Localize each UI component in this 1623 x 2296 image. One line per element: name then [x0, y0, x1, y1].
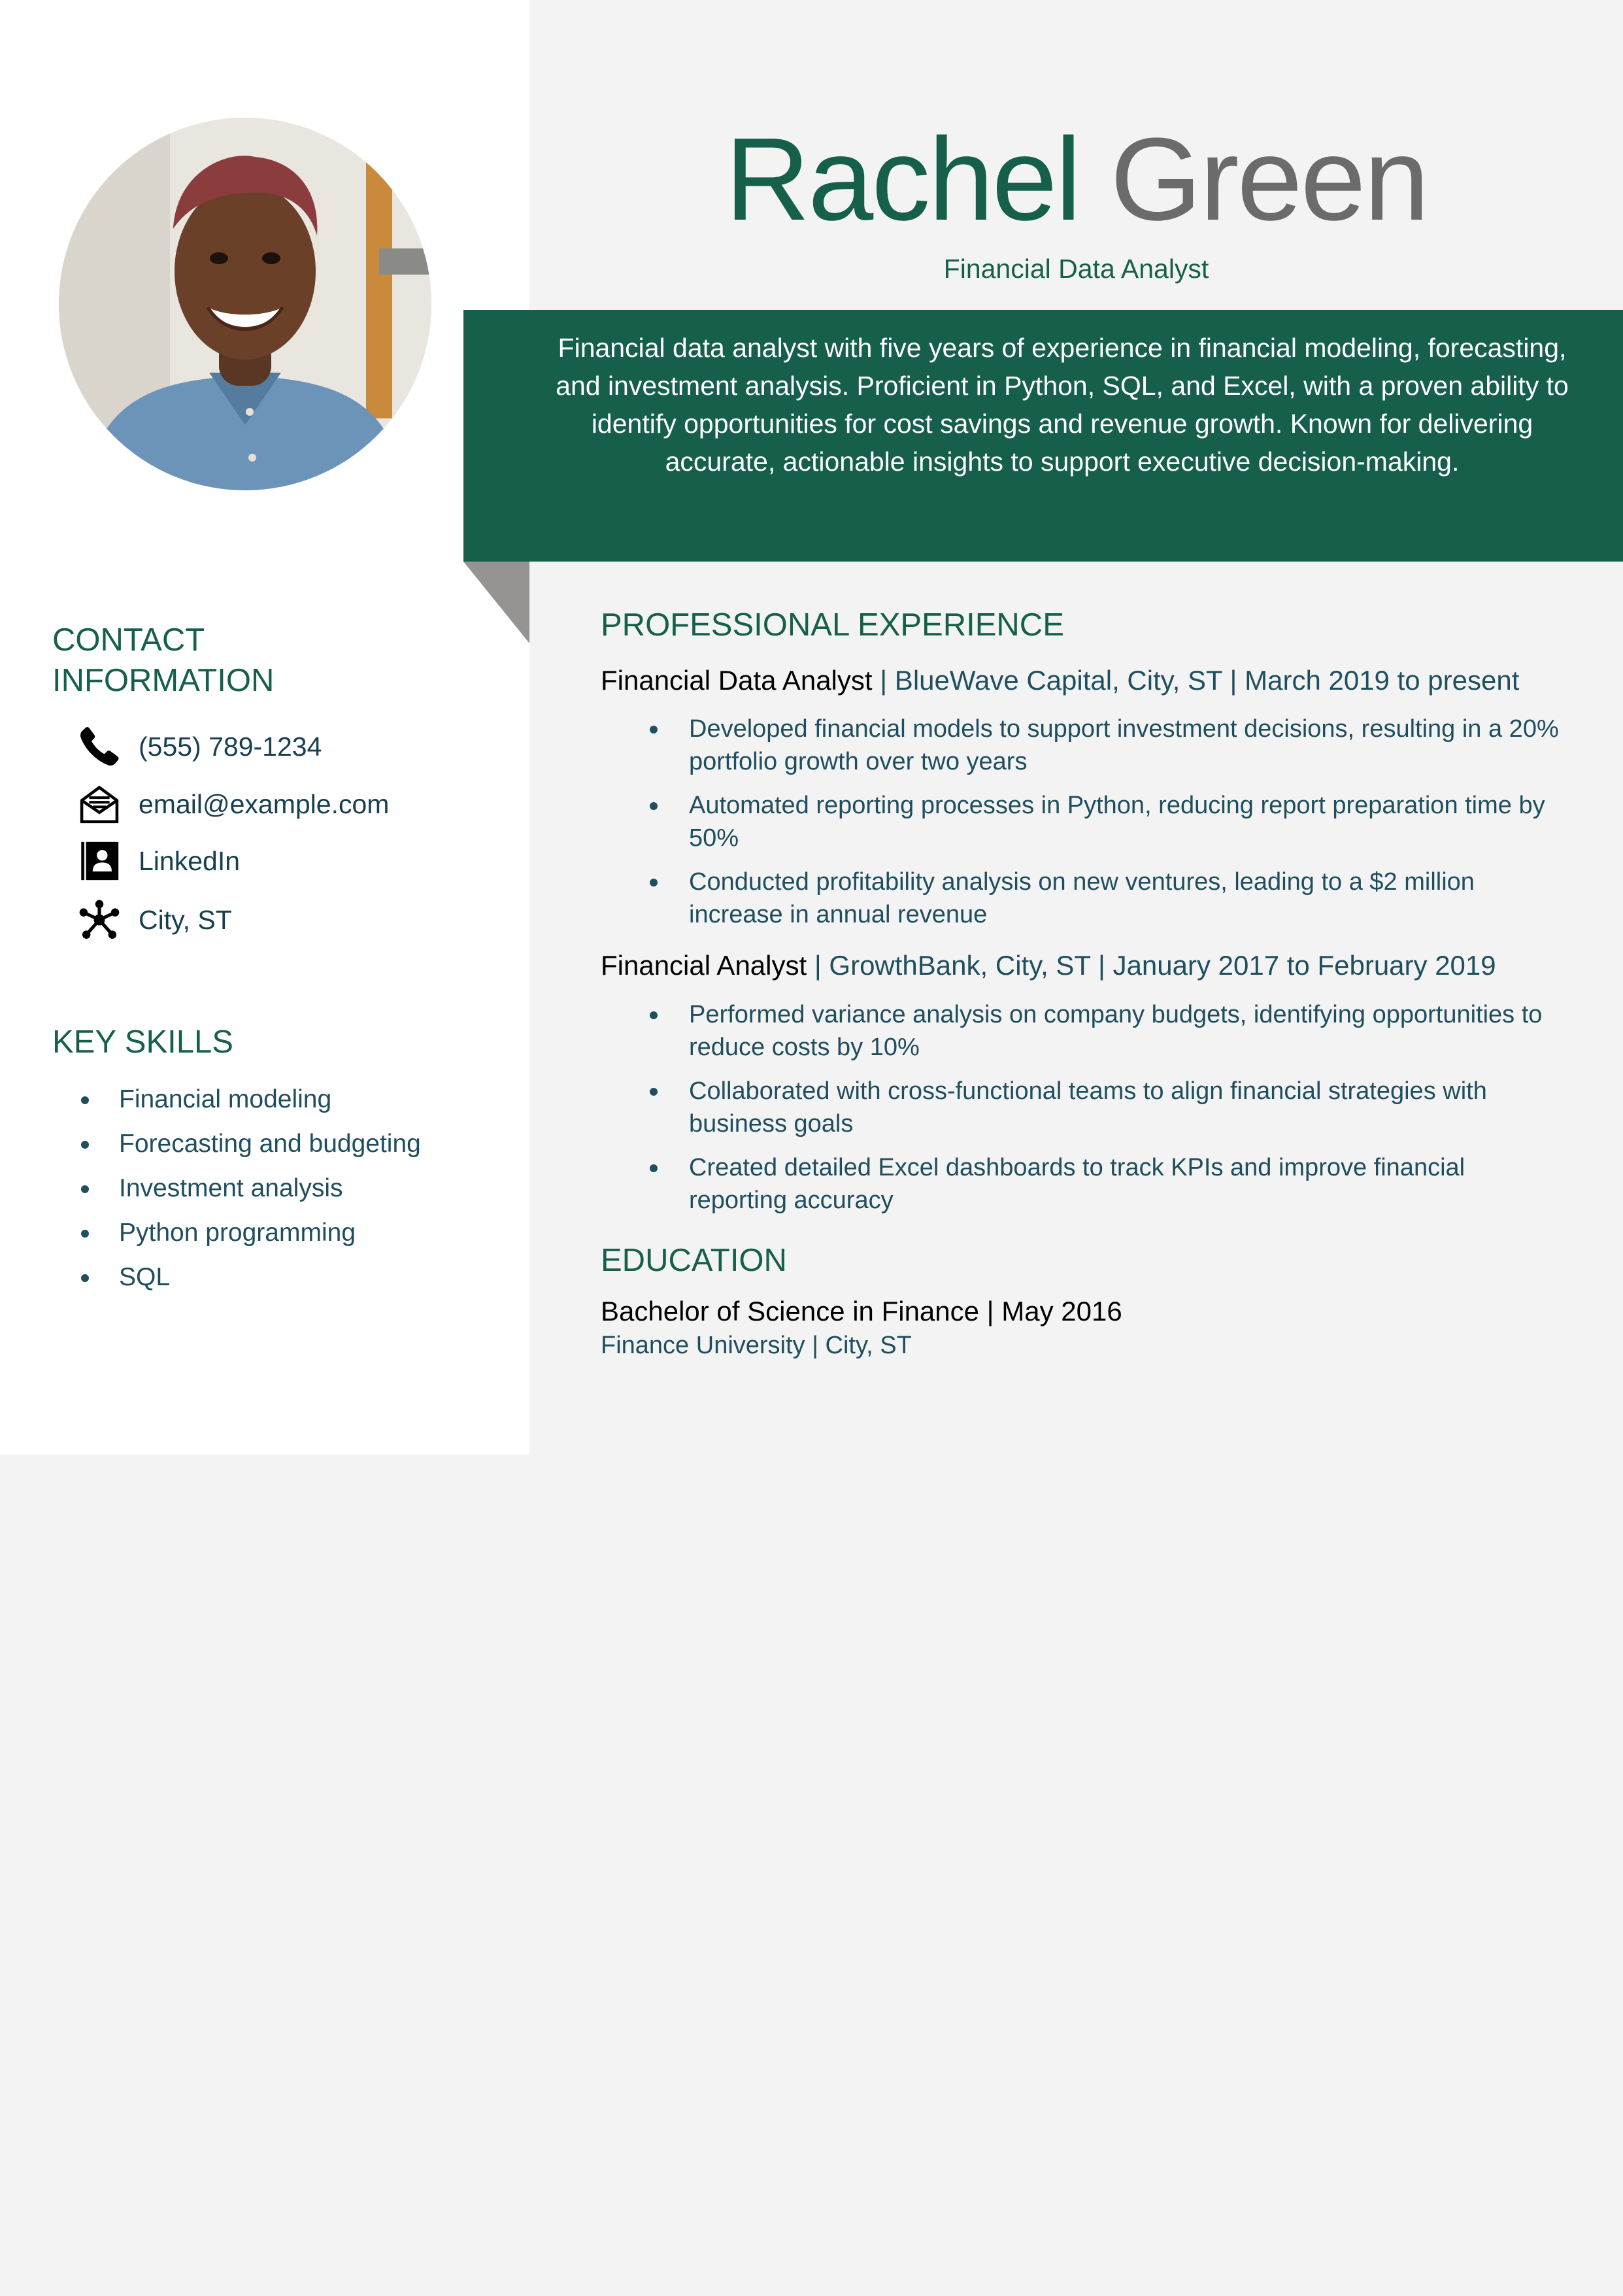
phone-icon	[75, 722, 124, 771]
skills-heading: KEY SKILLS	[52, 1024, 233, 1060]
list-item: Developed financial models to support investment decisions, resulting in a 20% portfolio growth over two years	[647, 713, 1562, 778]
list-item: Created detailed Excel dashboards to track KPIs and improve financial reporting accuracy	[647, 1151, 1562, 1217]
education-heading: EDUCATION	[601, 1243, 787, 1278]
contact-location[interactable]	[75, 897, 232, 943]
ribbon-fold	[463, 562, 529, 643]
list-item: Performed variance analysis on company budgets, identifying opportunities to reduce costs by 10%	[647, 998, 1562, 1064]
linkedin-text: LinkedIn	[139, 845, 241, 876]
contact-heading: CONTACT INFORMATION	[52, 622, 275, 698]
list-item: SQL	[78, 1255, 421, 1300]
job-meta: | GrowthBank, City, ST | January 2017 to February 2019	[807, 950, 1496, 981]
job-role: Financial Analyst	[601, 950, 807, 981]
job-meta: | BlueWave Capital, City, ST | March 2019 to present	[872, 665, 1520, 696]
skills-list	[78, 1077, 421, 1300]
job-header	[601, 662, 1519, 700]
first-name: Rachel	[725, 114, 1080, 245]
candidate-name	[529, 111, 1623, 248]
summary-text: Financial data analyst with five years of experience in financial modeling, forecasting, and investment analysis. Proficient in Python, SQL, and Excel, with a proven ability to identify opportunities for cost savings and revenue growth. Known for delivering accurate, actionable insights to support executive decision-making.	[556, 333, 1569, 477]
job-bullets	[647, 998, 1562, 1228]
list-item: Financial modeling	[78, 1077, 421, 1122]
linkedin-icon	[75, 837, 124, 885]
job-header	[601, 947, 1496, 985]
location-icon	[75, 896, 124, 944]
education-school: Finance University | City, ST	[601, 1332, 912, 1359]
job-bullets	[647, 713, 1562, 942]
job-title: Financial Data Analyst	[943, 254, 1209, 284]
contact-phone[interactable]	[75, 724, 322, 769]
education-degree: Bachelor of Science in Finance | May 2016	[601, 1296, 1122, 1326]
list-item: Investment analysis	[78, 1166, 421, 1211]
contact-email[interactable]	[75, 781, 389, 827]
experience-heading: PROFESSIONAL EXPERIENCE	[601, 607, 1064, 643]
list-item: Forecasting and budgeting	[78, 1122, 421, 1166]
profile-photo	[59, 118, 431, 490]
email-text: email@example.com	[139, 788, 390, 819]
list-item: Conducted profitability analysis on new ventures, leading to a $2 million increase in annual revenue	[647, 866, 1562, 931]
last-name: Green	[1110, 114, 1428, 245]
list-item: Collaborated with cross-functional teams to align financial strategies with business goals	[647, 1075, 1562, 1140]
list-item: Automated reporting processes in Python, reducing report preparation time by 50%	[647, 789, 1562, 854]
email-icon	[75, 780, 124, 828]
job-role: Financial Data Analyst	[601, 665, 873, 696]
contact-linkedin[interactable]	[75, 838, 240, 884]
phone-text: (555) 789-1234	[139, 731, 322, 762]
list-item: Python programming	[78, 1211, 421, 1255]
location-text: City, ST	[139, 904, 232, 935]
